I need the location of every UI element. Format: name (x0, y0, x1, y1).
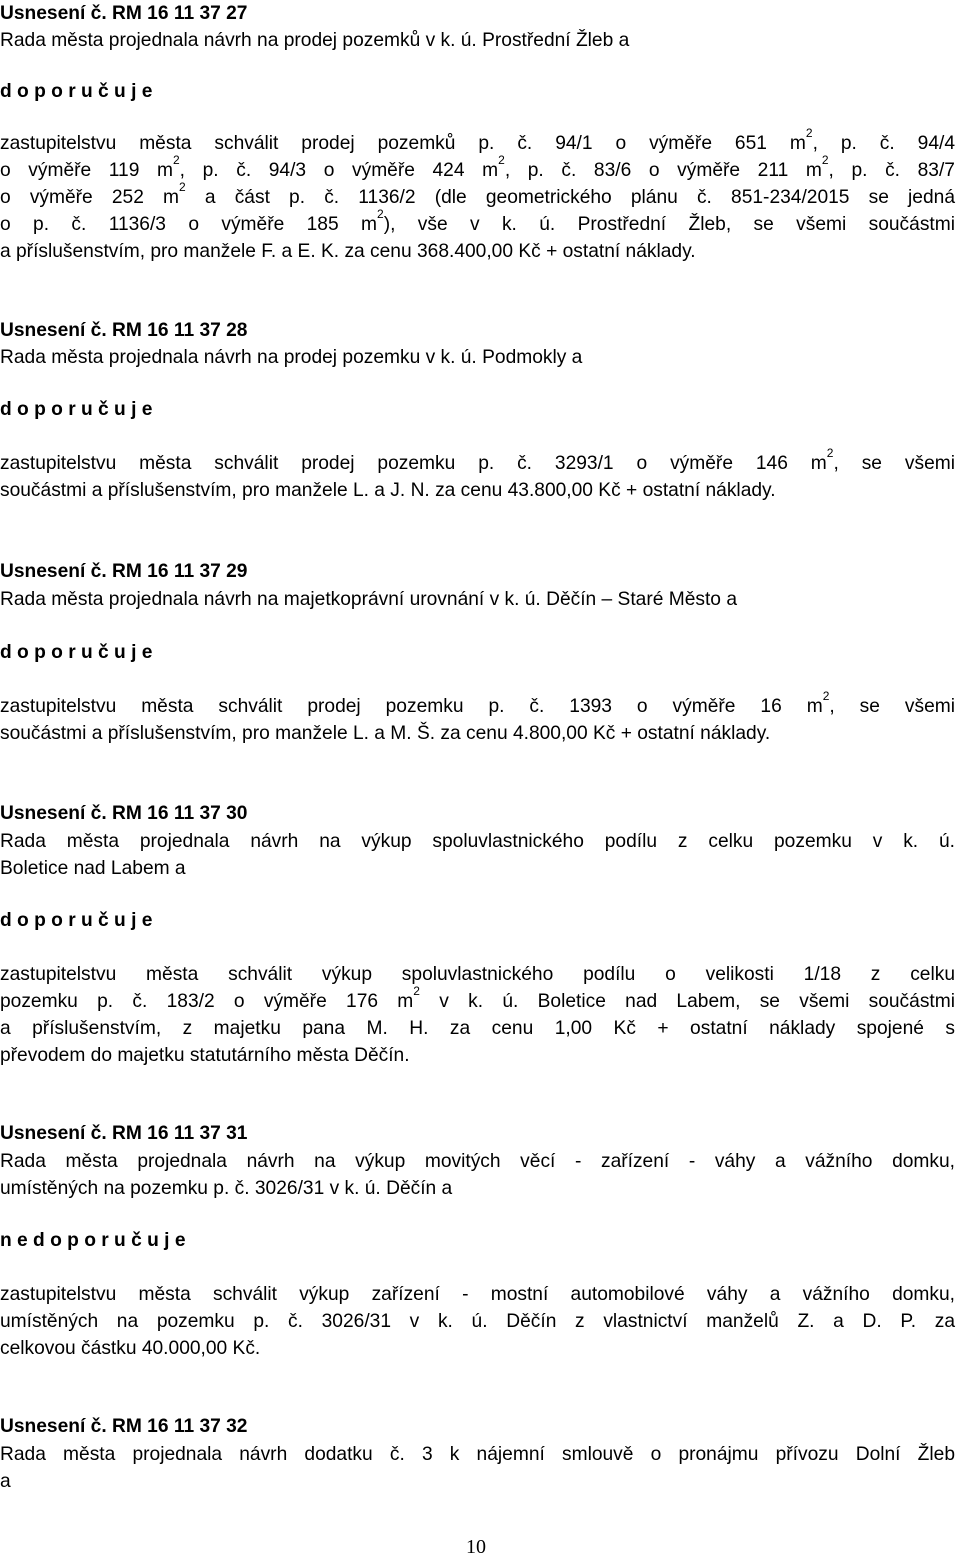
heading-prefix: Usnesení č. (0, 320, 112, 341)
body-line: a příslušenstvím, pro manžele F. a E. K. za cenu 368.400,00 Kč + ostatní náklady. (0, 241, 696, 262)
body-line: umístěných na pozemku p. č. 3026/31 v k. ú. Děčín z vlastnictví manželů Z. a D. P. za (0, 1311, 955, 1332)
superscript: 2 (498, 153, 505, 167)
body-line: součástmi a příslušenstvím, pro manžele L. a M. Š. za cenu 4.800,00 Kč + ostatní náklady. (0, 723, 771, 744)
body-text: zastupitelstvu města schválit prodej pozemku p. č. 1393 o výměře 16 m (0, 696, 823, 717)
body-line (0, 126, 955, 157)
body-text: v k. ú. Boletice nad Labem, se všemi součástmi (419, 991, 955, 1012)
verdict: d o p o r u č u j e (0, 81, 153, 102)
verdict: d o p o r u č u j e (0, 642, 153, 663)
verdict: d o p o r u č u j e (0, 910, 153, 931)
verdict: d o p o r u č u j e (0, 399, 153, 420)
resolution-heading (0, 0, 247, 27)
intro-line: Rada města projednala návrh dodatku č. 3 k nájemní smlouvě o pronájmu přívozu Dolní Žleb (0, 1444, 955, 1465)
resolution-heading (0, 317, 247, 344)
intro-line: Rada města projednala návrh na majetkoprávní urovnání v k. ú. Děčín – Staré Město a (0, 589, 737, 610)
superscript: 2 (413, 984, 420, 998)
body-line: převodem do majetku statutárního města Děčín. (0, 1045, 410, 1066)
body-text: o výměře 252 m (0, 187, 180, 208)
heading-prefix: Usnesení č. (0, 1123, 112, 1144)
body-line: zastupitelstvu města schválit výkup zařízení - mostní automobilové váhy a vážního domku, (0, 1284, 955, 1305)
resolution-heading (0, 558, 247, 585)
body-text: zastupitelstvu města schválit prodej pozemků p. č. 94/1 o výměře 651 m (0, 133, 806, 154)
body-line (0, 984, 955, 1015)
body-line (0, 153, 955, 184)
body-line (0, 446, 955, 477)
superscript: 2 (822, 689, 830, 703)
superscript: 2 (172, 153, 180, 167)
body-text: , p. č. 83/6 o výměře 211 m (504, 160, 822, 181)
body-line: celkovou částku 40.000,00 Kč. (0, 1338, 261, 1359)
body-text: pozemku p. č. 183/2 o výměře 176 m (0, 991, 414, 1012)
superscript: 2 (377, 207, 384, 221)
heading-prefix: Usnesení č. (0, 803, 112, 824)
intro-line: umístěných na pozemku p. č. 3026/31 v k. ú. Děčín a (0, 1178, 453, 1199)
body-text: , p. č. 94/3 o výměře 424 m (179, 160, 499, 181)
resolution-number: RM 16 11 37 30 (111, 803, 248, 824)
intro-line: Rada města projednala návrh na výkup spoluvlastnického podílu z celku pozemku v k. ú. (0, 831, 955, 852)
resolution-number: RM 16 11 37 29 (111, 561, 248, 582)
body-text: ), vše v k. ú. Prostřední Žleb, se všemi součástmi (383, 214, 955, 235)
body-text: o výměře 119 m (0, 160, 173, 181)
body-text: , se všemi (833, 453, 955, 474)
resolution-number: RM 16 11 37 27 (111, 3, 248, 24)
page-number: 10 (466, 1536, 486, 1558)
body-text: , se všemi (829, 696, 955, 717)
body-text: o p. č. 1136/3 o výměře 185 m (0, 214, 377, 235)
intro-line: Rada města projednala návrh na výkup movitých věcí - zařízení - váhy a vážního domku, (0, 1151, 955, 1172)
body-line: a příslušenstvím, z majetku pana M. H. za cenu 1,00 Kč + ostatní náklady spojené s (0, 1018, 955, 1039)
resolution-heading (0, 1413, 247, 1440)
resolution-number: RM 16 11 37 31 (111, 1123, 248, 1144)
resolution-heading (0, 800, 247, 827)
body-line (0, 689, 955, 720)
intro-line: Rada města projednala návrh na prodej pozemku v k. ú. Podmokly a (0, 347, 583, 368)
superscript: 2 (821, 153, 829, 167)
superscript: 2 (826, 446, 834, 460)
body-line (0, 207, 955, 238)
body-text: , p. č. 83/7 (828, 160, 955, 181)
resolution-number: RM 16 11 37 32 (111, 1416, 248, 1437)
body-line (0, 180, 955, 211)
body-text: zastupitelstvu města schválit prodej pozemku p. č. 3293/1 o výměře 146 m (0, 453, 827, 474)
body-line: zastupitelstvu města schválit výkup spoluvlastnického podílu o velikosti 1/18 z celku (0, 964, 955, 985)
verdict: n e d o p o r u č u j e (0, 1230, 186, 1251)
body-line: součástmi a příslušenstvím, pro manžele L. a J. N. za cenu 43.800,00 Kč + ostatní náklady. (0, 480, 776, 501)
body-text: , p. č. 94/4 (812, 133, 955, 154)
superscript: 2 (179, 180, 186, 194)
heading-prefix: Usnesení č. (0, 1416, 112, 1437)
heading-prefix: Usnesení č. (0, 561, 112, 582)
resolution-heading (0, 1120, 247, 1147)
heading-prefix: Usnesení č. (0, 3, 112, 24)
intro-line: a (0, 1471, 11, 1492)
intro-line: Rada města projednala návrh na prodej pozemků v k. ú. Prostřední Žleb a (0, 30, 630, 51)
resolution-number: RM 16 11 37 28 (111, 320, 248, 341)
body-text: a část p. č. 1136/2 (dle geometrického plánu č. 851-234/2015 se jedná (185, 187, 955, 208)
superscript: 2 (805, 126, 813, 140)
intro-line: Boletice nad Labem a (0, 858, 186, 879)
